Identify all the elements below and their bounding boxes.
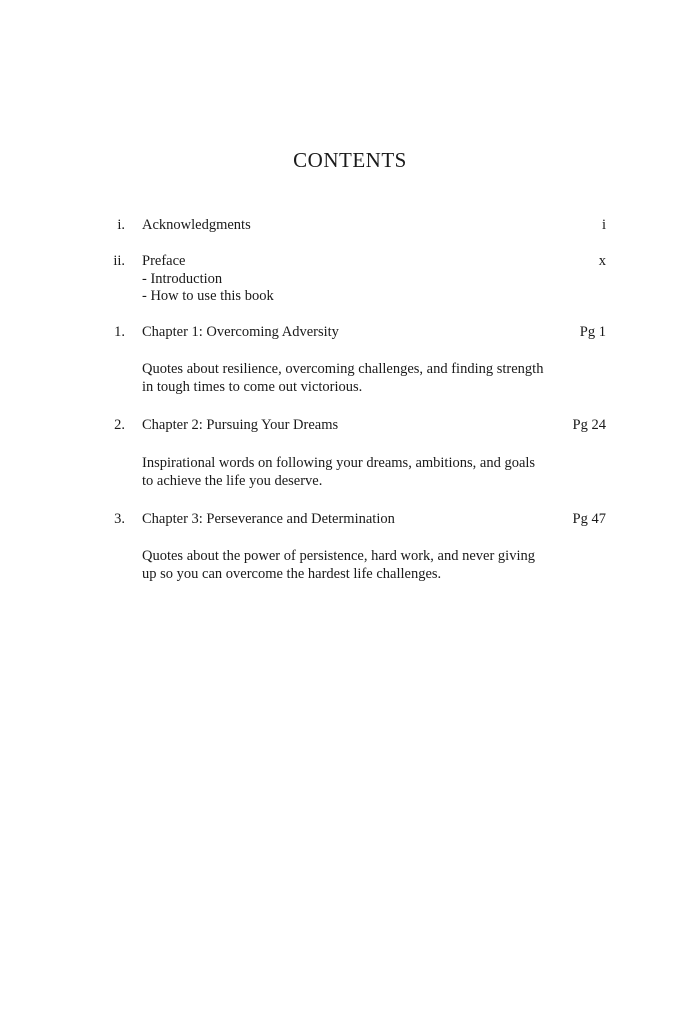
toc-entry-label: Preface: [142, 253, 186, 269]
description-line: Quotes about resilience, overcoming challenges, and finding strength: [142, 361, 544, 377]
toc-entry-description: [142, 360, 582, 396]
toc-entry-page: Pg 1: [579, 324, 606, 340]
toc-entry-label: Chapter 1: Overcoming Adversity: [142, 324, 339, 340]
toc-entry-label: Chapter 3: Perseverance and Determination: [142, 511, 395, 527]
toc-subitem: - Introduction: [142, 270, 223, 287]
description-line: Quotes about the power of persistence, hard work, and never giving: [142, 548, 535, 564]
toc-entry-number: 1.: [114, 324, 125, 340]
toc-entry-label-block: [142, 253, 274, 306]
toc-entry-label: Acknowledgments: [142, 217, 251, 233]
toc-entry-number: ii.: [113, 253, 125, 269]
toc-entry-label: Chapter 2: Pursuing Your Dreams: [142, 417, 339, 433]
toc-entry-description: [142, 547, 582, 583]
toc-entry-number: i.: [117, 217, 125, 233]
toc-subitem: - How to use this book: [142, 288, 274, 304]
toc-entry-number: 2.: [114, 417, 125, 433]
toc-entry-number: 3.: [114, 511, 125, 527]
toc-entry-page: i: [601, 217, 606, 233]
page-title: CONTENTS: [293, 148, 407, 172]
toc-entry-page: x: [598, 253, 606, 269]
toc-entry-description: [142, 454, 582, 490]
description-line: Inspirational words on following your dreams, ambitions, and goals: [142, 455, 536, 471]
description-line: to achieve the life you deserve.: [142, 473, 323, 489]
toc-entry-page: Pg 24: [572, 417, 606, 433]
description-line: in tough times to come out victorious.: [142, 379, 363, 395]
toc-entry-page: Pg 47: [572, 511, 606, 527]
description-line: up so you can overcome the hardest life challenges.: [142, 566, 442, 582]
